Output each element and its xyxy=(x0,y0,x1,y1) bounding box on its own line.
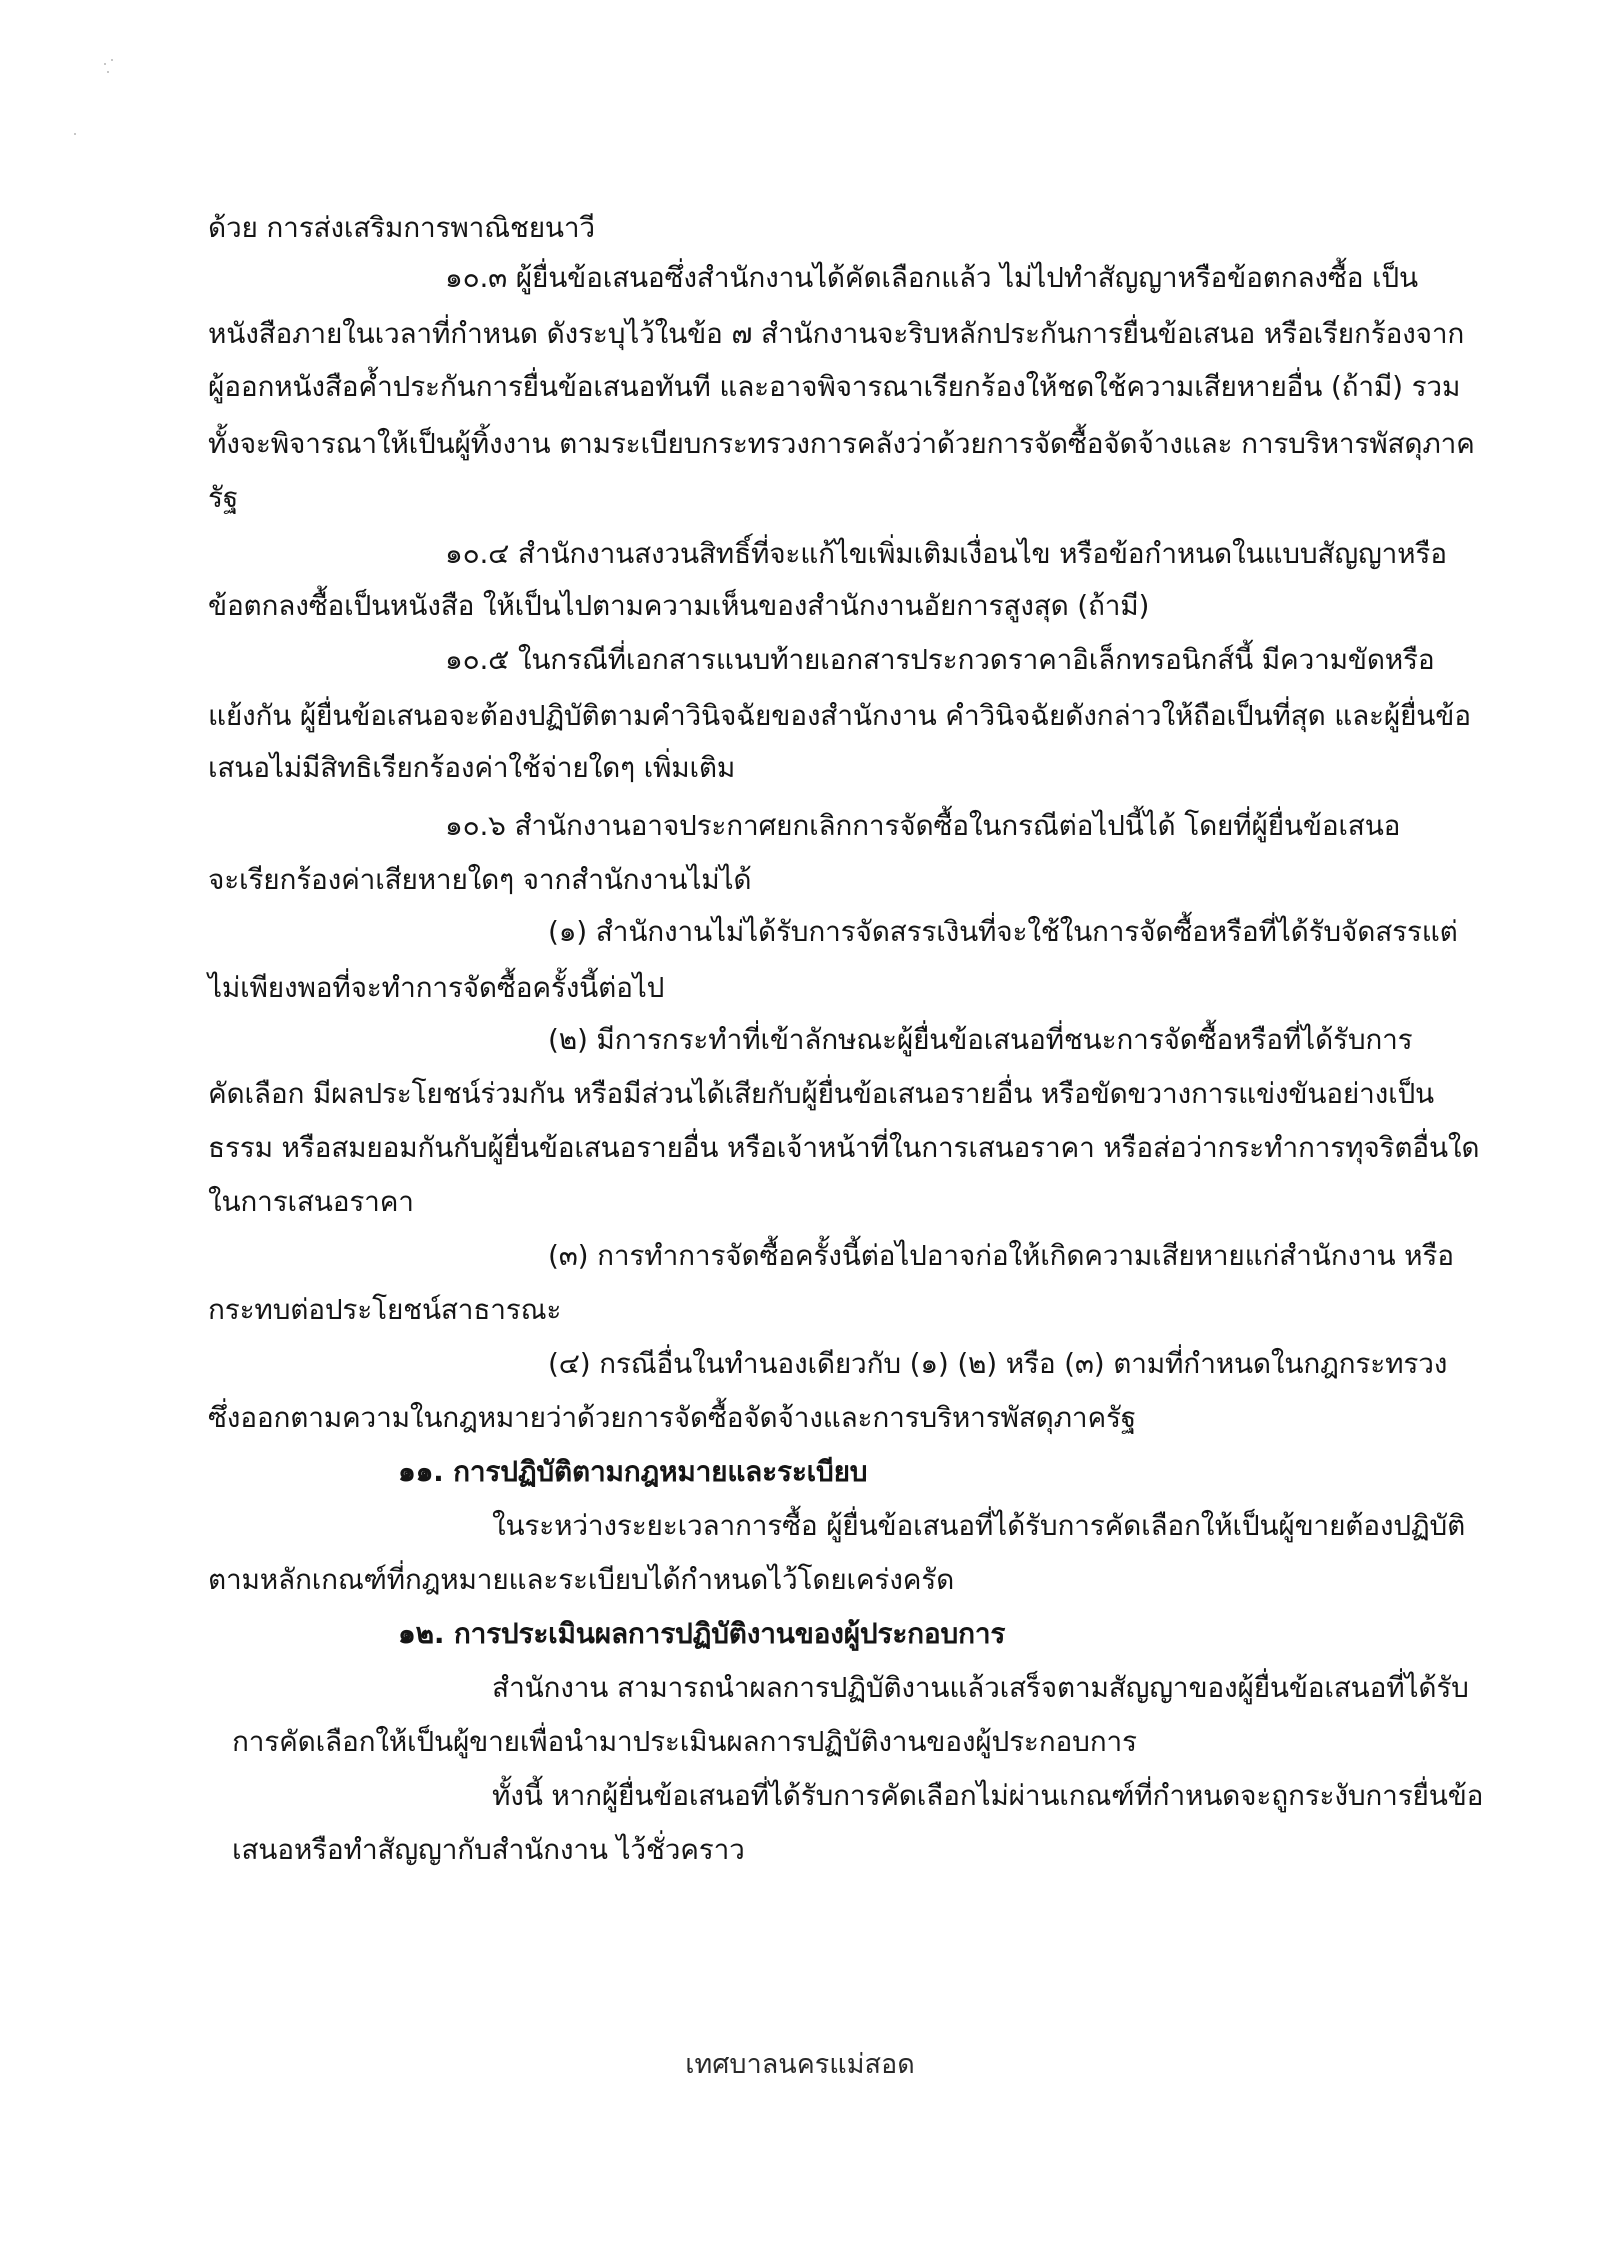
text-line: หนังสือภายในเวลาที่กำหนด ดังระบุไว้ในข้อ ๗ สำนักงานจะริบหลักประกันการยื่นข้อเสนอ หรือเรียกร้องจาก xyxy=(208,317,1465,350)
text-line: เสนอหรือทำสัญญากับสำนักงาน ไว้ชั่วคราว xyxy=(232,1833,745,1866)
text-line: ผู้ออกหนังสือค้ำประกันการยื่นข้อเสนอทันที และอาจพิจารณาเรียกร้องให้ชดใช้ความเสียหายอื่น (ถ้ามี) รวม xyxy=(208,370,1461,403)
text-line: ทั้งนี้ หากผู้ยื่นข้อเสนอที่ได้รับการคัดเลือกไม่ผ่านเกณฑ์ที่กำหนดจะถูกระงับการยื่นข้อ xyxy=(492,1779,1484,1812)
text-line: เสนอไม่มีสิทธิเรียกร้องค่าใช้จ่ายใดๆ เพิ่มเติม xyxy=(208,751,736,784)
text-line: แย้งกัน ผู้ยื่นข้อเสนอจะต้องปฏิบัติตามคำวินิจฉัยของสำนักงาน คำวินิจฉัยดังกล่าวให้ถือเป็นที่สุด และผู้ยื่นข้อ xyxy=(208,699,1471,732)
sub-clause-1: (๑) สำนักงานไม่ได้รับการจัดสรรเงินที่จะใช้ในการจัดซื้อหรือที่ได้รับจัดสรรแต่ xyxy=(548,915,1458,948)
text-line: ไม่เพียงพอที่จะทำการจัดซื้อครั้งนี้ต่อไป xyxy=(208,971,665,1004)
text-line: ธรรม หรือสมยอมกันกับผู้ยื่นข้อเสนอรายอื่น หรือเจ้าหน้าที่ในการเสนอราคา หรือส่อว่ากระทำการทุจริตอื่นใด xyxy=(208,1131,1480,1164)
footer-organization: เทศบาลนครแม่สอด xyxy=(685,2049,915,2080)
clause-10-3: ๑๐.๓ ผู้ยื่นข้อเสนอซึ่งสำนักงานได้คัดเลือกแล้ว ไม่ไปทำสัญญาหรือข้อตกลงซื้อ เป็น xyxy=(445,261,1418,294)
clause-10-6: ๑๐.๖ สำนักงานอาจประกาศยกเลิกการจัดซื้อในกรณีต่อไปนี้ได้ โดยที่ผู้ยื่นข้อเสนอ xyxy=(445,809,1401,842)
text-line: ด้วย การส่งเสริมการพาณิชยนาวี xyxy=(208,211,595,244)
text-line: ในการเสนอราคา xyxy=(208,1185,414,1218)
text-line: ซึ่งออกตามความในกฎหมายว่าด้วยการจัดซื้อจัดจ้างและการบริหารพัสดุภาครัฐ xyxy=(208,1401,1137,1434)
clause-10-5: ๑๐.๕ ในกรณีที่เอกสารแนบท้ายเอกสารประกวดราคาอิเล็กทรอนิกส์นี้ มีความขัดหรือ xyxy=(445,643,1435,676)
text-line: ทั้งจะพิจารณาให้เป็นผู้ทิ้งงาน ตามระเบียบกระทรวงการคลังว่าด้วยการจัดซื้อจัดจ้างและ การบริหารพัสดุภาค xyxy=(208,427,1475,460)
scan-specks xyxy=(100,55,130,115)
sub-clause-4: (๔) กรณีอื่นในทำนองเดียวกับ (๑) (๒) หรือ (๓) ตามที่กำหนดในกฎกระทรวง xyxy=(548,1347,1448,1380)
text-line: ตามหลักเกณฑ์ที่กฎหมายและระเบียบได้กำหนดไว้โดยเคร่งครัด xyxy=(208,1563,955,1596)
text-line: ข้อตกลงซื้อเป็นหนังสือ ให้เป็นไปตามความเห็นของสำนักงานอัยการสูงสุด (ถ้ามี) xyxy=(208,589,1150,622)
text-line: จะเรียกร้องค่าเสียหายใดๆ จากสำนักงานไม่ได้ xyxy=(208,863,752,896)
sub-clause-2: (๒) มีการกระทำที่เข้าลักษณะผู้ยื่นข้อเสนอที่ชนะการจัดซื้อหรือที่ได้รับการ xyxy=(548,1023,1413,1056)
text-line: รัฐ xyxy=(208,481,239,514)
section-11-heading: ๑๑. การปฏิบัติตามกฎหมายและระเบียบ xyxy=(398,1455,868,1488)
text-line: คัดเลือก มีผลประโยชน์ร่วมกัน หรือมีส่วนได้เสียกับผู้ยื่นข้อเสนอรายอื่น หรือขัดขวางการแข่งขันอย่างเป็น xyxy=(208,1077,1434,1110)
text-line: การคัดเลือกให้เป็นผู้ขายเพื่อนำมาประเมินผลการปฏิบัติงานของผู้ประกอบการ xyxy=(232,1725,1137,1758)
clause-10-4: ๑๐.๔ สำนักงานสงวนสิทธิ์ที่จะแก้ไขเพิ่มเติมเงื่อนไข หรือข้อกำหนดในแบบสัญญาหรือ xyxy=(445,537,1447,570)
sub-clause-3: (๓) การทำการจัดซื้อครั้งนี้ต่อไปอาจก่อให้เกิดความเสียหายแก่สำนักงาน หรือ xyxy=(548,1239,1454,1272)
section-11-text: ในระหว่างระยะเวลาการซื้อ ผู้ยื่นข้อเสนอที่ได้รับการคัดเลือกให้เป็นผู้ขายต้องปฏิบัติ xyxy=(492,1509,1466,1542)
section-12-text: สำนักงาน สามารถนำผลการปฏิบัติงานแล้วเสร็จตามสัญญาของผู้ยื่นข้อเสนอที่ได้รับ xyxy=(492,1671,1469,1704)
text-line: กระทบต่อประโยชน์สาธารณะ xyxy=(208,1293,562,1326)
section-12-heading: ๑๒. การประเมินผลการปฏิบัติงานของผู้ประกอบการ xyxy=(398,1617,1006,1650)
